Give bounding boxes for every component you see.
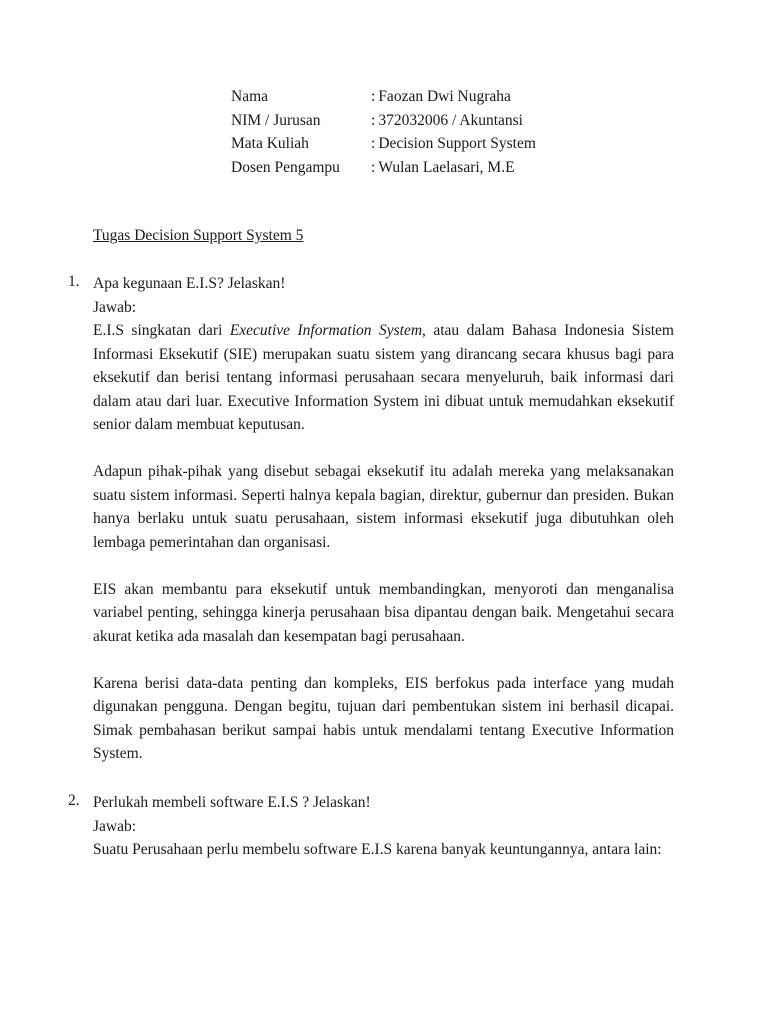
question-body [93, 272, 674, 766]
document-title: Tugas Decision Support System 5 [93, 227, 304, 244]
question-text: Apa kegunaan E.I.S? Jelaskan! [93, 275, 286, 292]
student-info-header [231, 87, 536, 181]
info-separator: : [371, 111, 376, 129]
answer-label: Jawab: [93, 298, 137, 316]
info-separator: : [371, 158, 376, 176]
answer-paragraph-3: EIS akan membantu para eksekutif untuk membandingkan, menyoroti dan menganalisa variabel penting, sehingga kinerja perusahaan bisa dipantau dengan baik. Mengetahui secara akurat ketika ada masalah dan kesempatan bagi perusahaan. [93, 580, 674, 645]
info-value: 372032006 / Akuntansi [378, 111, 523, 129]
info-separator: : [371, 88, 376, 105]
answer-paragraph-4: Karena berisi data-data penting dan kompleks, EIS berfokus pada interface yang mudah digunakan pengguna. Dengan begitu, tujuan dari pembentukan sistem ini berhasil dicapai. Simak pembahasan berikut sampai habis untuk mendalami tentang Executive Information System. [93, 674, 674, 762]
info-value: Wulan Laelasari, M.E [378, 158, 515, 176]
info-row-nim-jurusan [231, 111, 536, 135]
info-label: Nama [231, 88, 269, 105]
answer-paragraph-2: Adapun pihak-pihak yang disebut sebagai eksekutif itu adalah mereka yang melaksanakan suatu sistem informasi. Seperti halnya kepala bagian, direktur, gubernur dan presiden. Bukan hanya berlaku untuk suatu perusahaan, sistem informasi eksekutif juga dibutuhkan oleh lembaga pemerintahan dan organisasi. [93, 463, 674, 551]
emphasis-term: Executive Information System [229, 322, 423, 339]
info-row-dosen-pengampu [231, 158, 536, 182]
info-label: Dosen Pengampu [231, 158, 340, 176]
info-separator: : [371, 135, 376, 152]
question-text: Perlukah membeli software E.I.S ? Jelaskan! [93, 794, 371, 811]
paragraph-text: E.I.S singkatan dari [93, 322, 230, 339]
question-body [93, 791, 674, 862]
info-row-nama [231, 87, 536, 111]
answer-label: Jawab: [93, 817, 137, 835]
answer-paragraph-1 [93, 319, 674, 437]
question-number: 2. [68, 792, 80, 809]
info-label: NIM / Jurusan [231, 111, 321, 129]
answer-paragraph-1: Suatu Perusahaan perlu membelu software E.I.S karena banyak keuntungannya, antara lain: [93, 841, 662, 858]
info-row-mata-kuliah [231, 134, 536, 158]
paragraph-text: , atau dalam Bahasa Indonesia Sistem Informasi Eksekutif (SIE) merupakan suatu sistem yang dirancang secara khusus bagi para eksekutif dan berisi tentang informasi perusahaan secara menyeluruh, baik informasi dari dalam atau dari luar. Executive Information System ini dibuat untuk memudahkan eksekutif senior dalam membuat keputusan. [93, 322, 674, 433]
info-label: Mata Kuliah [231, 135, 309, 152]
info-value: Decision Support System [378, 135, 536, 152]
question-number: 1. [68, 273, 80, 290]
info-value: Faozan Dwi Nugraha [378, 88, 511, 105]
